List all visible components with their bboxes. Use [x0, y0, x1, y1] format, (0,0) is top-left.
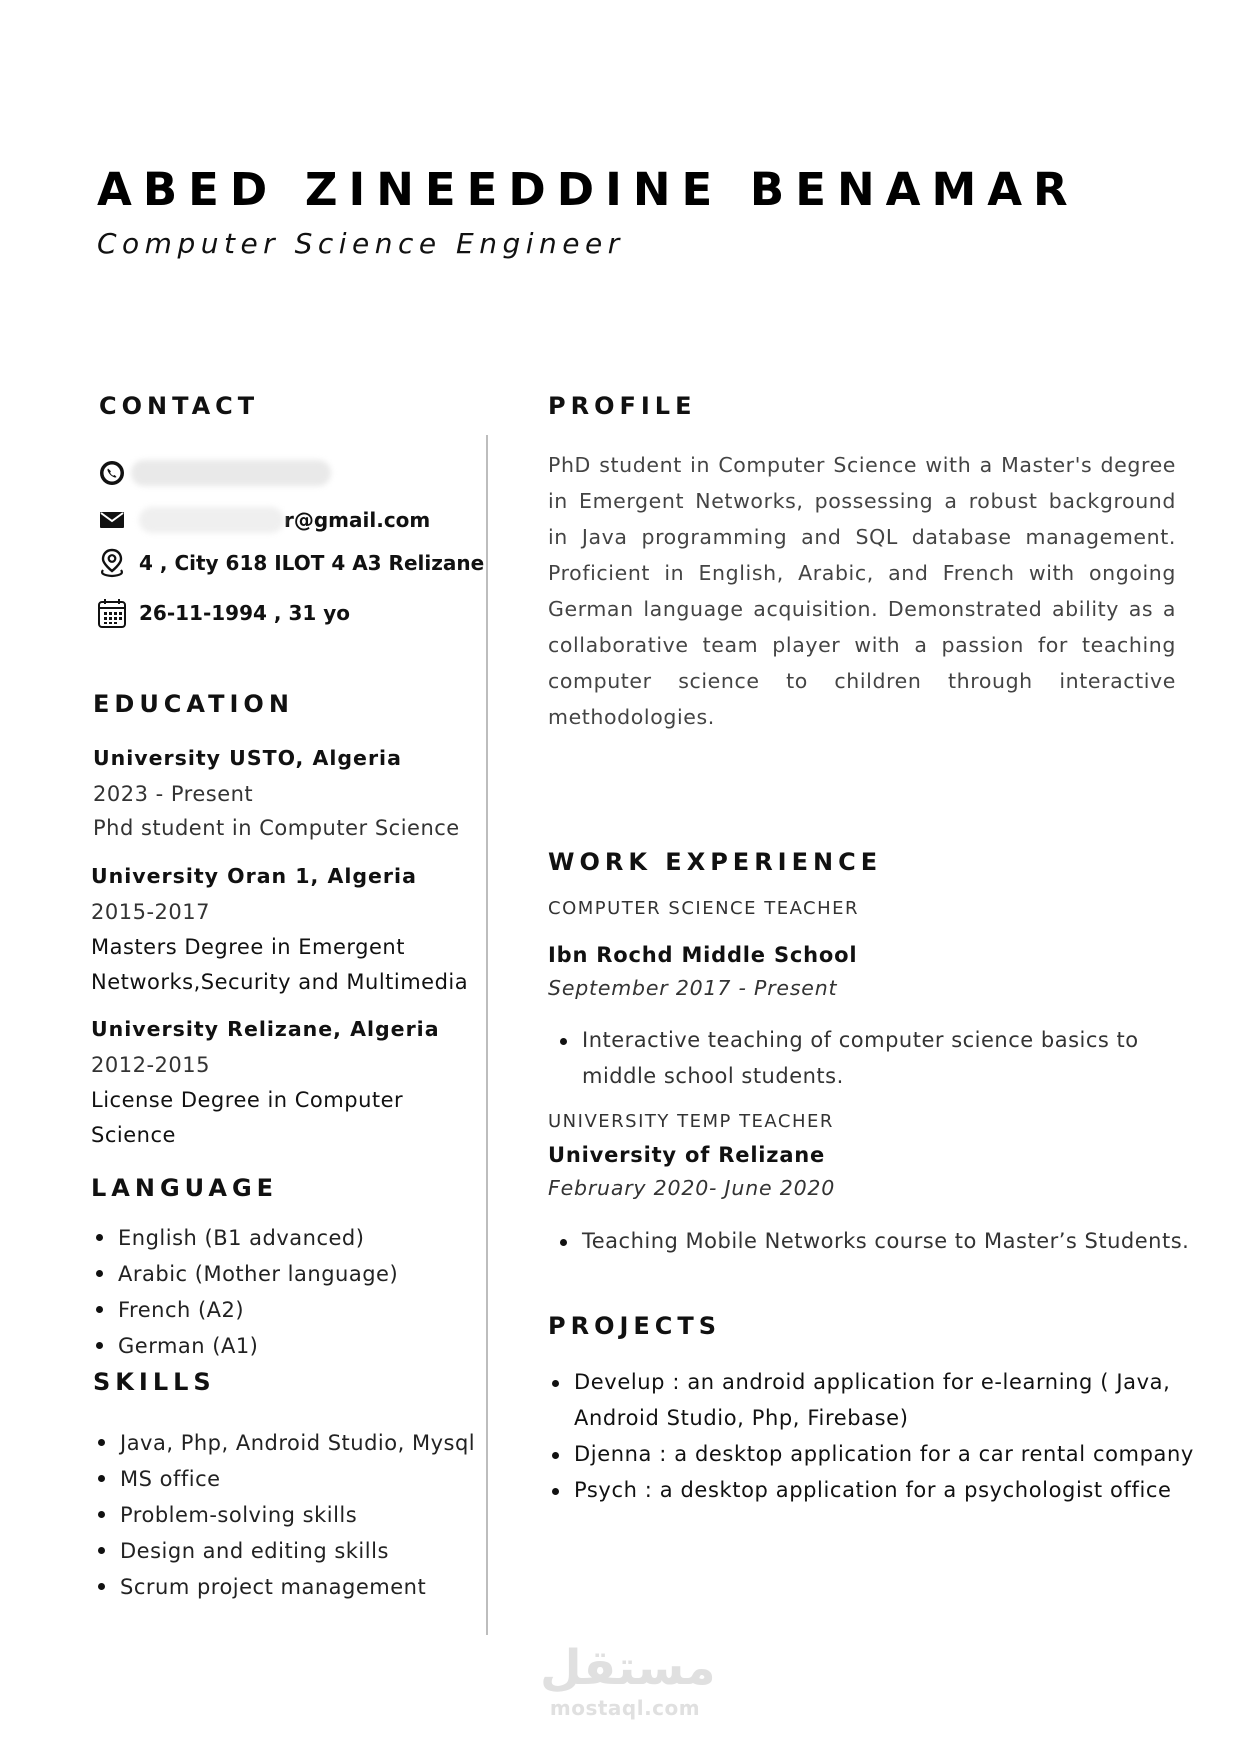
- education-years: 2012-2015: [91, 1053, 210, 1077]
- list-item: Djenna : a desktop application for a car rental company: [546, 1436, 1194, 1472]
- job-dates: September 2017 - Present: [548, 976, 838, 1000]
- list-item: Scrum project management: [92, 1569, 475, 1605]
- project-line: Android Studio, Php, Firebase): [574, 1406, 909, 1430]
- list-item: Problem-solving skills: [92, 1497, 475, 1533]
- education-degree: Masters Degree in Emergent: [91, 935, 405, 959]
- education-heading: EDUCATION: [93, 690, 294, 718]
- education-years: 2023 - Present: [93, 782, 254, 806]
- calendar-icon: [97, 598, 127, 628]
- resume-name: ABED ZINEEDDINE BENAMAR: [97, 163, 1079, 216]
- duty-line: middle school students.: [582, 1064, 844, 1088]
- projects-heading: PROJECTS: [548, 1312, 722, 1340]
- job-place: University of Relizane: [548, 1143, 826, 1167]
- job-duties: [554, 1223, 1189, 1259]
- mostaql-watermark: [540, 1640, 716, 1720]
- job-category: COMPUTER SCIENCE TEACHER: [548, 898, 860, 919]
- watermark-arabic: مستقل: [540, 1640, 716, 1696]
- job-place: Ibn Rochd Middle School: [548, 943, 858, 967]
- project-line: Develup : an android application for e-learning ( Java,: [574, 1370, 1171, 1394]
- language-heading: LANGUAGE: [91, 1174, 279, 1202]
- education-years: 2015-2017: [91, 900, 210, 924]
- list-item: Arabic (Mother language): [90, 1256, 398, 1292]
- redacted-email: [139, 507, 284, 533]
- education-school: University Oran 1, Algeria: [91, 864, 417, 888]
- language-list: [90, 1220, 398, 1364]
- contact-heading: CONTACT: [99, 392, 260, 420]
- education-school: University Relizane, Algeria: [91, 1017, 440, 1041]
- contact-address: [97, 548, 484, 578]
- list-item: [546, 1364, 1194, 1436]
- duty-line: Interactive teaching of computer science basics to: [582, 1028, 1139, 1052]
- list-item: French (A2): [90, 1292, 398, 1328]
- projects-list: [546, 1364, 1194, 1508]
- email-icon: [97, 505, 127, 535]
- address-text: 4 , City 618 ILOT 4 A3 Relizane: [139, 551, 485, 575]
- list-item: Design and editing skills: [92, 1533, 475, 1569]
- job-category: UNIVERSITY TEMP TEACHER: [548, 1111, 834, 1132]
- education-degree: Science: [91, 1123, 176, 1147]
- contact-birth: [97, 598, 350, 628]
- column-divider: [486, 435, 488, 1635]
- profile-heading: PROFILE: [548, 392, 697, 420]
- contact-phone: [97, 458, 331, 488]
- job-duties: [554, 1022, 1139, 1094]
- resume-title: Computer Science Engineer: [97, 227, 625, 260]
- skills-list: [92, 1425, 475, 1605]
- phone-icon: [97, 458, 127, 488]
- birth-date: 26-11-1994 , 31 yo: [139, 601, 351, 625]
- profile-text: PhD student in Computer Science with a Master's degree in Emergent Networks, possessing a robust background in Java programming and SQL database management. Proficient in English, Arabic, and French with ongoing German language acquisition. Demonstrated ability as a collaborative team player with a passion for teaching computer science to children through interactive methodologies.: [548, 453, 1176, 729]
- job-dates: February 2020- June 2020: [548, 1176, 836, 1200]
- list-item: [554, 1022, 1139, 1094]
- education-school: University USTO, Algeria: [93, 746, 402, 770]
- education-degree: License Degree in Computer: [91, 1088, 404, 1112]
- redacted-phone: [131, 460, 331, 486]
- education-degree: Networks,Security and Multimedia: [91, 970, 469, 994]
- list-item: Java, Php, Android Studio, Mysql: [92, 1425, 475, 1461]
- location-icon: [97, 548, 127, 578]
- list-item: English (B1 advanced): [90, 1220, 398, 1256]
- list-item: MS office: [92, 1461, 475, 1497]
- contact-email: [97, 505, 430, 535]
- list-item: Psych : a desktop application for a psychologist office: [546, 1472, 1194, 1508]
- education-item: [93, 746, 402, 770]
- education-degree: Phd student in Computer Science: [93, 816, 460, 840]
- watermark-latin: mostaql.com: [549, 1696, 701, 1720]
- email-address[interactable]: r@gmail.com: [284, 508, 431, 532]
- work-heading: WORK EXPERIENCE: [548, 848, 883, 876]
- list-item: Teaching Mobile Networks course to Master’s Students.: [554, 1223, 1189, 1259]
- skills-heading: SKILLS: [93, 1368, 216, 1396]
- list-item: German (A1): [90, 1328, 398, 1364]
